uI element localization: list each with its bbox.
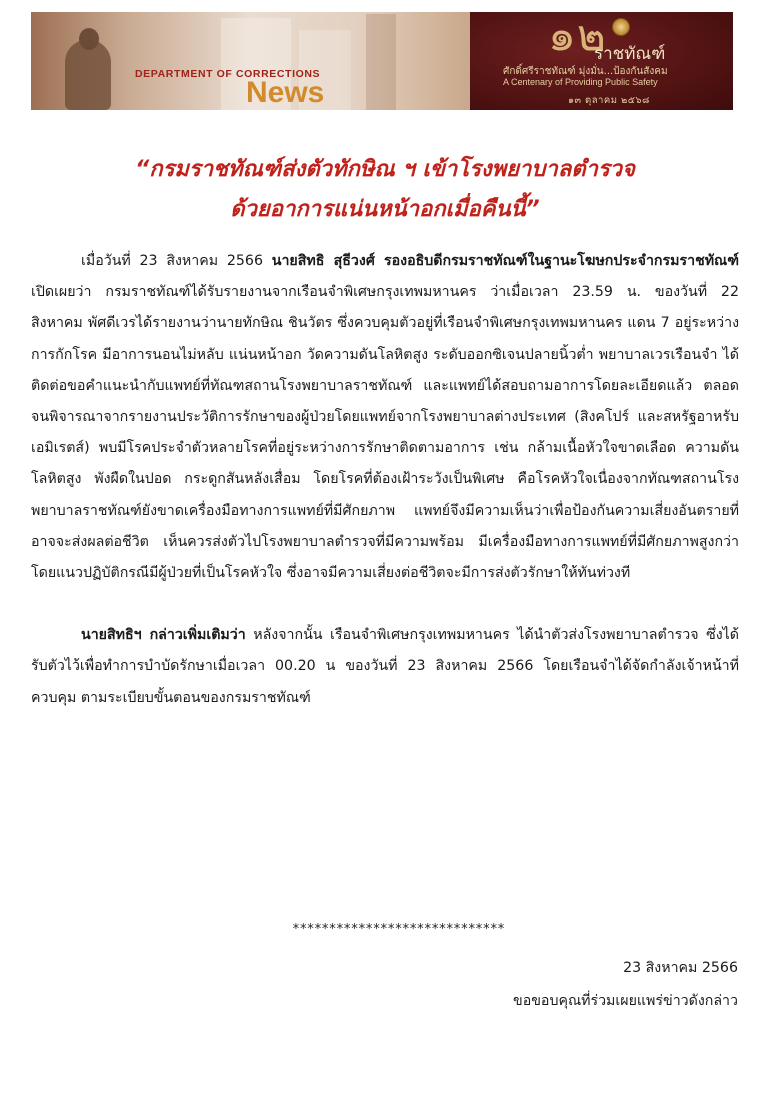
guard-silhouette-icon [65, 40, 111, 110]
building-shape [366, 14, 396, 110]
paragraph-2-text: หลังจากนั้น เรือนจำพิเศษกรุงเทพมหานคร ได้นำตัวส่งโรงพยาบาลตำรวจ ซึ่งได้รับตัวไว้เพื่อทำการบำบัดรักษาเมื่อเวลา 00.20 น ของวันที่ 23 สิงหาคม 2566 โดยเรือนจำได้จัดกำลังเจ้าหน้าที่ควบคุม ตามระเบียบขั้นตอนของกรมราชทัณฑ์ [31, 627, 739, 706]
separator-stars: ***************************** [292, 922, 505, 937]
department-name: DEPARTMENT OF CORRECTIONS [135, 68, 321, 80]
headline-line-2: ด้วยอาการแน่นหน้าอกเมื่อคืนนี้” [230, 197, 540, 222]
anniversary-number: ๑๒ [548, 12, 607, 61]
paragraph-1-lead: เมื่อวันที่ 23 สิงหาคม 2566 [81, 253, 272, 269]
release-date: 23 สิงหาคม 2566 [623, 960, 738, 976]
banner-photo-panel [31, 12, 470, 110]
anniversary-date: ๑๓ ตุลาคม ๒๕๖๘ [568, 95, 650, 106]
paragraph-1-text: เปิดเผยว่า กรมราชทัณฑ์ได้รับรายงานจากเรือนจำพิเศษกรุงเทพมหานคร ว่าเมื่อเวลา 23.59 น. ของวันที่ 22 สิงหาคม พัศดีเวรได้รายงานว่านายทักษิณ ชินวัตร ซึ่งควบคุมตัวอยู่ที่เรือนจำพิเศษกรุงเทพมหานคร แดน 7 อยู่ระหว่างการกักโรค มีอาการนอนไม่หลับ แน่นหน้าอก วัดความดันโลหิตสูง ระดับออกซิเจนปลายนิ้วต่ำ พยาบาลเวรเรือนจำ ได้ติดต่อขอคำแนะนำกับแพทย์ที่ทัณฑสถานโรงพยาบาลราชทัณฑ์ และแพทย์ได้สอบถามอาการโดยละเอียดแล้ว ตลอดจนพิจารณาจากรายงานประวัติการรักษาของผู้ป่วยโดยแพทย์จากโรงพยาบาลต่างประเทศ (สิงคโปร์ และสหรัฐอาหรับเอมิเรตส์) พบมีโรคประจำตัวหลายโรคที่อยู่ระหว่างการรักษาติดตามอาการ เช่น กล้ามเนื้อหัวใจขาดเลือด ความดันโลหิตสูง พังผืดในปอด กระดูกสันหลังเสื่อม โดยโรคที่ต้องเฝ้าระวังเป็นพิเศษ คือโรคหัวใจเนื่องจากทัณฑสถานโรงพยาบาลราชทัณฑ์ยังขาดเครื่องมือทางการแพทย์ที่มีศักยภาพ แพทย์จึงมีความเห็นว่าเพื่อป้องกันความเสี่ยงอันตรายที่อาจจะส่งผลต่อชีวิต เห็นควรส่งตัวไปโรงพยาบาลตำรวจที่มีความพร้อม มีเครื่องมือทางการแพทย์ที่มีศักยภาพสูงกว่า โดยแนวปฏิบัติกรณีมีผู้ป่วยที่เป็นโรคหัวใจ ซึ่งอาจมีความเสี่ยงต่อชีวิตจะมีการส่งตัวรักษาให้ทันท่วงที [31, 284, 739, 582]
royal-seal-icon [612, 18, 630, 36]
paragraph-1-speaker: นายสิทธิ สุธีวงศ์ รองอธิบดีกรมราชทัณฑ์ในฐานะโฆษกประจำกรมราชทัณฑ์ [271, 253, 739, 269]
press-headline [60, 150, 710, 230]
headline-line-1: “กรมราชทัณฑ์ส่งตัวทักษิณ ฯ เข้าโรงพยาบาลตำรวจ [135, 157, 635, 182]
thanks-note: ขอขอบคุณที่ร่วมเผยแพร่ข่าวดังกล่าว [513, 993, 738, 1009]
paragraph-2-speaker: นายสิทธิฯ กล่าวเพิ่มเติมว่า [81, 627, 246, 644]
centenary-logo-panel [470, 12, 733, 110]
news-title: News [246, 76, 325, 109]
news-banner [31, 12, 733, 110]
press-body [31, 246, 739, 745]
paragraph-2 [31, 620, 739, 714]
anniversary-motto: ศักดิ์ศรีราชทัณฑ์ มุ่งมั่น...ป้องกันสังคม [503, 66, 668, 77]
anniversary-org: ราชทัณฑ์ [594, 44, 666, 64]
paragraph-1 [31, 246, 739, 589]
anniversary-english: A Centenary of Providing Public Safety [503, 77, 658, 87]
